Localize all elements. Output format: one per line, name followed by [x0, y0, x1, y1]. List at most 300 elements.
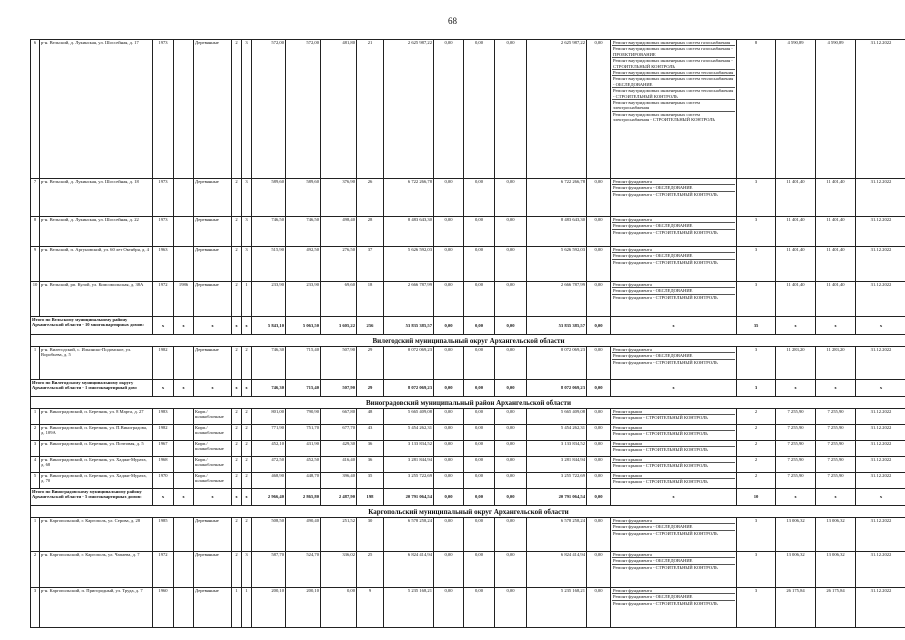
fund-2: 0,00 — [464, 457, 495, 473]
work-type: Ремонт фундамента - СТРОИТЕЛЬНЫЙ КОНТРОЛЬ — [613, 600, 718, 606]
fund-5: 0,00 — [587, 441, 611, 457]
work-types-cell — [611, 247, 737, 282]
count: 2 — [737, 409, 776, 425]
residents-count: 9 — [357, 588, 384, 628]
work-type: Ремонт фундамента - СТРОИТЕЛЬНЫЙ КОНТРОЛЬ — [613, 294, 718, 300]
table-row — [31, 282, 905, 317]
fund-3: 0,00 — [495, 40, 527, 179]
work-type: Ремонт крыши — [612, 409, 735, 415]
total-count: 3 — [737, 380, 776, 397]
residents-count: 18 — [357, 282, 384, 317]
total-fund-1: 0,00 — [434, 489, 464, 506]
total-fund-owners: 53 835 385,57 — [527, 317, 587, 335]
fund-3: 0,00 — [495, 247, 527, 282]
owners-funds: 3 133 834,52 — [527, 441, 587, 457]
work-types-cell — [611, 552, 737, 588]
year-built: 1972 — [153, 282, 174, 317]
total-work-type: x — [611, 317, 737, 335]
total-area: 746,30 — [252, 347, 286, 380]
living-area: 233,90 — [286, 282, 321, 317]
year-built: 1963 — [153, 247, 174, 282]
address: р-н. Вельский, п. Аргуновский, ул. 60 лет Октября, д. 4 — [40, 247, 153, 282]
fund-2: 0,00 — [464, 518, 495, 552]
work-type: Ремонт внутридомовых инженерных систем электроснабжения — [612, 100, 735, 112]
total-area: 508,50 — [252, 518, 286, 552]
residents-count: 28 — [357, 217, 384, 247]
unit-cost: 7 255,90 — [776, 425, 816, 441]
max-unit-cost: 7 255,90 — [816, 409, 856, 425]
year-overhaul — [174, 217, 194, 247]
work-type: Ремонт внутридомовых инженерных систем теплоснабжения - СТРОИТЕЛЬНЫЙ КОНТРОЛЬ — [613, 88, 734, 99]
year-overhaul — [174, 441, 194, 457]
total-area: 572,00 — [252, 40, 286, 179]
completion-date: 31.12.2022 — [856, 282, 905, 317]
year-overhaul — [174, 409, 194, 425]
entrances: 2 — [242, 347, 252, 380]
work-type: Ремонт фундамента - ОБСЛЕДОВАНИЕ — [612, 185, 735, 191]
living-area: 790,90 — [286, 409, 321, 425]
unit-cost: 4 590,89 — [776, 40, 816, 179]
fund-2: 0,00 — [464, 217, 495, 247]
total-placeholder: x — [153, 317, 174, 335]
work-type: Ремонт фундамента - СТРОИТЕЛЬНЫЙ КОНТРОЛЬ — [613, 191, 718, 197]
fund-5: 0,00 — [587, 40, 611, 179]
year-overhaul — [174, 552, 194, 588]
year-overhaul — [174, 457, 194, 473]
fund-2: 0,00 — [464, 473, 495, 489]
fund-1: 0,00 — [434, 425, 464, 441]
fund-5: 0,00 — [587, 425, 611, 441]
total-placeholder: x — [174, 489, 194, 506]
total-area: 587,70 — [252, 552, 286, 588]
work-type: Ремонт фундамента - ОБСЛЕДОВАНИЕ — [612, 558, 735, 564]
living-area: 715,40 — [286, 347, 321, 380]
total-fund-2: 0,00 — [464, 380, 495, 397]
wall-material: Кирп./ шлакоблочные — [194, 473, 232, 489]
entrances: 1 — [242, 282, 252, 317]
fund-1: 0,00 — [434, 518, 464, 552]
work-type: Ремонт фундамента - СТРОИТЕЛЬНЫЙ КОНТРОЛЬ — [613, 564, 718, 570]
total-fund-3: 0,00 — [495, 380, 527, 397]
entrances: 2 — [242, 518, 252, 552]
work-types-cell — [611, 347, 737, 380]
fund-3: 0,00 — [495, 425, 527, 441]
entrances: 3 — [242, 247, 252, 282]
floors: 2 — [232, 40, 242, 179]
table-row — [31, 473, 905, 489]
work-type: Ремонт фундамента - ОБСЛЕДОВАНИЕ — [612, 223, 735, 229]
address: р-н. Виноградовский, п. Березник, ул. Почтовая, д. 5 — [40, 441, 153, 457]
wall-material: Деревянные — [194, 247, 232, 282]
total-count: 10 — [737, 489, 776, 506]
max-unit-cost: 7 255,90 — [816, 457, 856, 473]
wall-material: Деревянные — [194, 347, 232, 380]
total-area: 233,90 — [252, 282, 286, 317]
fund-5: 0,00 — [587, 409, 611, 425]
year-overhaul: 1986 — [174, 282, 194, 317]
total-date: x — [856, 317, 905, 335]
repair-cost: 5 454 262,31 — [384, 425, 434, 441]
fund-3: 0,00 — [495, 217, 527, 247]
total-placeholder: x — [232, 489, 242, 506]
residents-area: 677,70 — [321, 425, 357, 441]
address: р-н. Вельский, д. Лукинская, ул. Шоссейная, д. 17 — [40, 40, 153, 179]
max-unit-cost: 7 255,90 — [816, 473, 856, 489]
fund-5: 0,00 — [587, 282, 611, 317]
residents-count: 36 — [357, 457, 384, 473]
table-row — [31, 425, 905, 441]
fund-3: 0,00 — [495, 457, 527, 473]
total-label: Итого по Виноградовскому муниципальному району Архангельской области - 5 многоквартирных домов: — [31, 489, 153, 506]
total-placeholder: x — [174, 380, 194, 397]
total-date: x — [856, 380, 905, 397]
row-number: 2 — [31, 552, 40, 588]
table-row — [31, 457, 905, 473]
floors: 2 — [232, 441, 242, 457]
year-built: 1985 — [153, 518, 174, 552]
repair-cost: 8 072 069,23 — [384, 347, 434, 380]
fund-2: 0,00 — [464, 552, 495, 588]
fund-1: 0,00 — [434, 282, 464, 317]
work-type: Ремонт фундамента - ОБСЛЕДОВАНИЕ — [612, 353, 735, 359]
entrances: 3 — [242, 217, 252, 247]
fund-1: 0,00 — [434, 441, 464, 457]
section-title: Каргопольский муниципальный округ Архангельской области — [31, 506, 905, 518]
max-unit-cost: 13 006,32 — [816, 552, 856, 588]
row-number: 8 — [31, 217, 40, 247]
total-count: 35 — [737, 317, 776, 335]
year-built: 1970 — [153, 473, 174, 489]
owners-funds: 3 255 722,69 — [527, 473, 587, 489]
residents-count: 36 — [357, 441, 384, 457]
work-type: Ремонт фундамента - СТРОИТЕЛЬНЫЙ КОНТРОЛЬ — [613, 530, 718, 536]
floors: 2 — [232, 179, 242, 217]
total-fund-5: 0,00 — [587, 489, 611, 506]
work-type: Ремонт фундамента — [612, 217, 735, 223]
fund-2: 0,00 — [464, 40, 495, 179]
address: р-н. Виноградовский, п. Березник, ул. Хаджи-Мурата, д. 68 — [40, 457, 153, 473]
wall-material: Деревянные — [194, 179, 232, 217]
unit-cost: 7 255,90 — [776, 457, 816, 473]
fund-1: 0,00 — [434, 40, 464, 179]
total-area: 468,90 — [252, 473, 286, 489]
wall-material: Деревянные — [194, 40, 232, 179]
residents-area: 276,50 — [321, 247, 357, 282]
total-unit-cost: x — [776, 317, 816, 335]
total-cost: 20 791 064,54 — [384, 489, 434, 506]
residents-count: 21 — [357, 40, 384, 179]
work-type: Ремонт внутридомовых инженерных систем газоснабжения — [612, 40, 735, 46]
fund-5: 0,00 — [587, 217, 611, 247]
entrances: 3 — [242, 552, 252, 588]
owners-funds: 8 072 069,23 — [527, 347, 587, 380]
table-row — [31, 217, 905, 247]
floors: 2 — [232, 552, 242, 588]
unit-cost: 13 006,32 — [776, 552, 816, 588]
work-types-cell — [611, 588, 737, 628]
residents-area: 667,80 — [321, 409, 357, 425]
owners-funds: 6 578 258,24 — [527, 518, 587, 552]
count: 3 — [737, 518, 776, 552]
year-built: 1982 — [153, 347, 174, 380]
count: 3 — [737, 282, 776, 317]
residents-count: 43 — [357, 425, 384, 441]
count: 8 — [737, 40, 776, 179]
residents-area: 429,30 — [321, 441, 357, 457]
table-row — [31, 247, 905, 282]
owners-funds: 5 454 262,31 — [527, 425, 587, 441]
fund-5: 0,00 — [587, 179, 611, 217]
unit-cost: 7 255,90 — [776, 409, 816, 425]
work-types-cell — [611, 282, 737, 317]
address: р-н. Вилегодский, с. Ильинско-Подомское, ул. Воробьева, д. 5 — [40, 347, 153, 380]
total-placeholder: x — [232, 317, 242, 335]
fund-1: 0,00 — [434, 409, 464, 425]
work-types-cell — [611, 40, 737, 179]
section-header-row — [31, 335, 905, 347]
table-row — [31, 441, 905, 457]
wall-material: Деревянные — [194, 552, 232, 588]
fund-5: 0,00 — [587, 457, 611, 473]
floors: 2 — [232, 457, 242, 473]
completion-date: 31.12.2022 — [856, 347, 905, 380]
repair-cost: 6 824 414,94 — [384, 552, 434, 588]
residents-count: 37 — [357, 247, 384, 282]
table-row — [31, 552, 905, 588]
row-number: 5 — [31, 473, 40, 489]
floors: 2 — [232, 217, 242, 247]
row-number: 3 — [31, 588, 40, 628]
table-row — [31, 347, 905, 380]
total-area-residents: 3 605,22 — [321, 317, 357, 335]
work-type: Ремонт фундамента — [612, 282, 735, 288]
year-overhaul — [174, 247, 194, 282]
address: р-н. Виноградовский, п. Березник, ул. Хаджи-Мурата, д. 70 — [40, 473, 153, 489]
total-fund-2: 0,00 — [464, 317, 495, 335]
owners-funds: 6 824 414,94 — [527, 552, 587, 588]
work-type: Ремонт внутридомовых инженерных систем газоснабжения - ПРОЕКТИРОВАНИЕ — [612, 46, 735, 58]
fund-2: 0,00 — [464, 588, 495, 628]
wall-material: Деревянные — [194, 217, 232, 247]
total-area-living: 5 063,50 — [286, 317, 321, 335]
owners-funds: 5 665 409,08 — [527, 409, 587, 425]
owners-funds: 3 281 844,94 — [527, 457, 587, 473]
total-date: x — [856, 489, 905, 506]
fund-1: 0,00 — [434, 588, 464, 628]
row-number: 4 — [31, 457, 40, 473]
floors: 1 — [232, 588, 242, 628]
floors: 2 — [232, 347, 242, 380]
total-row — [31, 489, 905, 506]
total-work-type: x — [611, 380, 737, 397]
residents-area: 0,00 — [321, 588, 357, 628]
row-number: 2 — [31, 425, 40, 441]
fund-2: 0,00 — [464, 179, 495, 217]
row-number: 1 — [31, 409, 40, 425]
entrances: 2 — [242, 409, 252, 425]
count: 3 — [737, 247, 776, 282]
total-placeholder: x — [232, 380, 242, 397]
total-fund-3: 0,00 — [495, 489, 527, 506]
address: р-н. Виноградовский, п. Березник, ул. 8 Марта, д. 27 — [40, 409, 153, 425]
year-built: 1968 — [153, 457, 174, 473]
unit-cost: 7 255,90 — [776, 473, 816, 489]
work-type: Ремонт фундамента — [612, 347, 735, 353]
repair-cost: 2 625 987,22 — [384, 40, 434, 179]
work-types-cell — [611, 473, 737, 489]
fund-3: 0,00 — [495, 282, 527, 317]
living-area: 452,50 — [286, 457, 321, 473]
owners-funds: 8 483 643,30 — [527, 217, 587, 247]
row-number: 9 — [31, 247, 40, 282]
work-type: Ремонт фундамента - СТРОИТЕЛЬНЫЙ КОНТРОЛЬ — [613, 229, 718, 235]
living-area: 572,00 — [286, 40, 321, 179]
row-number: 6 — [31, 40, 40, 179]
floors: 2 — [232, 247, 242, 282]
floors: 2 — [232, 282, 242, 317]
year-built: 1973 — [153, 217, 174, 247]
work-type: Ремонт крыши — [612, 473, 735, 479]
completion-date: 31.12.2022 — [856, 247, 905, 282]
count: 2 — [737, 441, 776, 457]
residents-area: 336,02 — [321, 552, 357, 588]
year-built: 1967 — [153, 441, 174, 457]
work-type: Ремонт фундамента - ОБСЛЕДОВАНИЕ — [612, 253, 735, 259]
work-type: Ремонт крыши — [612, 441, 735, 447]
year-overhaul — [174, 518, 194, 552]
work-types-cell — [611, 518, 737, 552]
entrances: 3 — [242, 179, 252, 217]
total-max-cost: x — [816, 317, 856, 335]
total-fund-owners: 20 791 064,54 — [527, 489, 587, 506]
total-placeholder: x — [242, 380, 252, 397]
row-number: 1 — [31, 347, 40, 380]
fund-3: 0,00 — [495, 347, 527, 380]
completion-date: 31.12.2022 — [856, 409, 905, 425]
completion-date: 31.12.2022 — [856, 518, 905, 552]
total-area-residents: 507,90 — [321, 380, 357, 397]
count: 3 — [737, 347, 776, 380]
address: р-н. Виноградовский, п. Березник, ул. П.Виноградова, д. 109А — [40, 425, 153, 441]
owners-funds: 2 625 987,22 — [527, 40, 587, 179]
max-unit-cost: 11 401,40 — [816, 282, 856, 317]
total-area: 452,10 — [252, 441, 286, 457]
total-placeholder: x — [194, 380, 232, 397]
work-types-cell — [611, 441, 737, 457]
fund-1: 0,00 — [434, 247, 464, 282]
wall-material: Кирп./ шлакоблочные — [194, 409, 232, 425]
total-fund-2: 0,00 — [464, 489, 495, 506]
entrances: 2 — [242, 425, 252, 441]
total-label: Итого по Вельскому муниципальному району Архангельской области - 10 многоквартирных домов: — [31, 317, 153, 335]
living-area: 524,70 — [286, 552, 321, 588]
total-row — [31, 380, 905, 397]
count: 3 — [737, 552, 776, 588]
total-area: 515,90 — [252, 247, 286, 282]
living-area: 492,50 — [286, 247, 321, 282]
total-fund-1: 0,00 — [434, 380, 464, 397]
completion-date: 31.12.2022 — [856, 457, 905, 473]
unit-cost: 13 006,32 — [776, 518, 816, 552]
completion-date: 31.12.2022 — [856, 588, 905, 628]
repair-cost: 6 578 258,24 — [384, 518, 434, 552]
wall-material: Кирп./ шлакоблочные — [194, 441, 232, 457]
address: р-н. Каргопольский, г. Каргополь, ул. Чапаева, д. 7 — [40, 552, 153, 588]
address: р-н. Вельский, д. Лукинская, ул. Шоссейная, д. 22 — [40, 217, 153, 247]
repair-cost: 6 722 266,78 — [384, 179, 434, 217]
unit-cost: 11 401,40 — [776, 247, 816, 282]
residents-area: 251,52 — [321, 518, 357, 552]
total-placeholder: x — [194, 317, 232, 335]
total-residents: 198 — [357, 489, 384, 506]
floors: 2 — [232, 518, 242, 552]
section-header-row — [31, 506, 905, 518]
table-row — [31, 409, 905, 425]
work-type: Ремонт крыши - СТРОИТЕЛЬНЫЙ КОНТРОЛЬ — [613, 431, 708, 437]
fund-5: 0,00 — [587, 473, 611, 489]
total-area: 746,30 — [252, 380, 286, 397]
total-fund-owners: 8 072 069,23 — [527, 380, 587, 397]
fund-3: 0,00 — [495, 552, 527, 588]
year-built: 1960 — [153, 588, 174, 628]
total-fund-5: 0,00 — [587, 380, 611, 397]
count: 2 — [737, 425, 776, 441]
completion-date: 31.12.2022 — [856, 179, 905, 217]
work-types-cell — [611, 217, 737, 247]
total-area: 5 843,10 — [252, 317, 286, 335]
work-type: Ремонт крыши - СТРОИТЕЛЬНЫЙ КОНТРОЛЬ — [613, 463, 708, 469]
total-placeholder: x — [242, 317, 252, 335]
total-area: 2 966,40 — [252, 489, 286, 506]
work-type: Ремонт крыши — [612, 425, 735, 431]
total-work-type: x — [611, 489, 737, 506]
address: р-н. Каргопольский, г. Каргополь, ул. Серова, д. 28 — [40, 518, 153, 552]
fund-1: 0,00 — [434, 217, 464, 247]
completion-date: 31.12.2022 — [856, 473, 905, 489]
living-area: 751,70 — [286, 425, 321, 441]
fund-1: 0,00 — [434, 552, 464, 588]
total-fund-5: 0,00 — [587, 317, 611, 335]
entrances: 1 — [242, 588, 252, 628]
completion-date: 31.12.2022 — [856, 441, 905, 457]
year-overhaul — [174, 473, 194, 489]
completion-date: 31.12.2022 — [856, 217, 905, 247]
total-area: 472,50 — [252, 457, 286, 473]
entrances: 2 — [242, 473, 252, 489]
unit-cost: 11 283,20 — [776, 347, 816, 380]
year-built: 1972 — [153, 552, 174, 588]
residents-count: 29 — [357, 347, 384, 380]
total-placeholder: x — [174, 317, 194, 335]
work-type: Ремонт фундамента — [612, 179, 735, 185]
total-fund-1: 0,00 — [434, 317, 464, 335]
fund-2: 0,00 — [464, 409, 495, 425]
fund-1: 0,00 — [434, 457, 464, 473]
floors: 2 — [232, 409, 242, 425]
year-built: 1983 — [153, 409, 174, 425]
living-area: 589,60 — [286, 179, 321, 217]
fund-3: 0,00 — [495, 588, 527, 628]
living-area: 746,50 — [286, 217, 321, 247]
total-area: 801,00 — [252, 409, 286, 425]
repair-cost: 5 665 409,08 — [384, 409, 434, 425]
residents-area: 507,90 — [321, 347, 357, 380]
section-header-row — [31, 397, 905, 409]
unit-cost: 11 401,40 — [776, 179, 816, 217]
work-type: Ремонт фундамента — [612, 588, 735, 594]
fund-2: 0,00 — [464, 247, 495, 282]
entrances: 3 — [242, 40, 252, 179]
